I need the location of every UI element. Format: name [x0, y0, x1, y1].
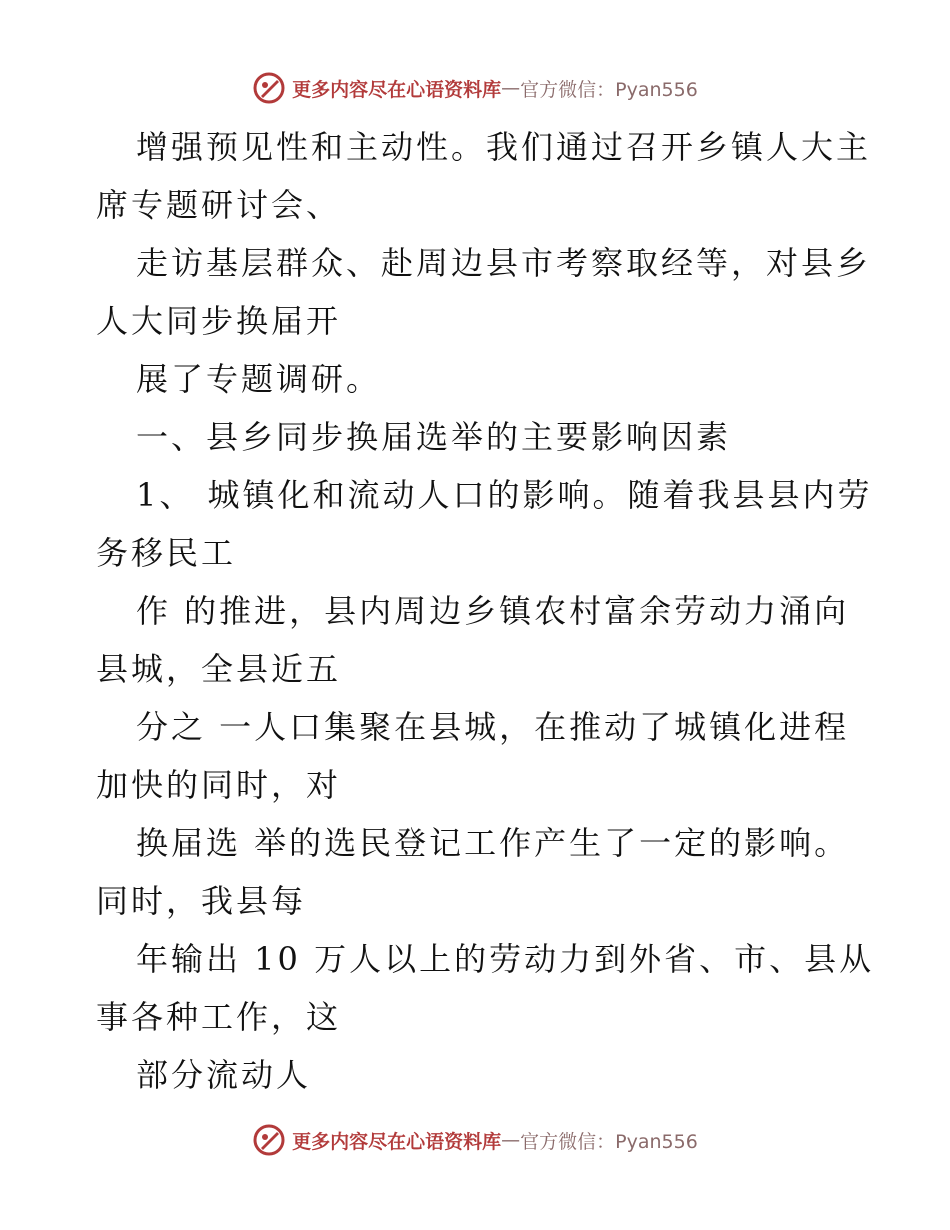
- body-line: 年输出 10 万人以上的劳动力到外省、市、县从: [136, 940, 875, 978]
- body-line: 加快的同时，对: [96, 766, 342, 804]
- footer-brand: 更多内容尽在心语资料库: [292, 1130, 502, 1153]
- body-line: 增强预见性和主动性。我们通过召开乡镇人大主: [136, 128, 872, 166]
- footer-contact: 官方微信：Pyan556: [520, 1130, 698, 1153]
- body-line: 展了专题调研。: [136, 360, 382, 398]
- body-line: 席专题研讨会、: [96, 186, 342, 224]
- header-dash: —: [501, 77, 521, 99]
- body-line: 务移民工: [96, 534, 237, 572]
- body-line: 县城，全县近五: [96, 650, 342, 688]
- quill-seal-icon: [252, 1123, 286, 1157]
- section-heading: 一、县乡同步换届选举的主要影响因素: [136, 418, 732, 456]
- document-body: [96, 118, 875, 1104]
- body-line: 走访基层群众、赴周边县市考察取经等，对县乡: [136, 244, 872, 282]
- footer-dash: —: [501, 1129, 521, 1151]
- body-line: 同时，我县每: [96, 882, 307, 920]
- body-line: 事各种工作，这: [96, 998, 342, 1036]
- body-line: 作 的推进，县内周边乡镇农村富余劳动力涌向: [136, 592, 850, 630]
- header-brand: 更多内容尽在心语资料库: [292, 78, 502, 101]
- body-line: 分之 一人口集聚在县城，在推动了城镇化进程: [136, 708, 850, 746]
- header-banner: [0, 68, 950, 108]
- body-line: 人大同步换届开: [96, 302, 342, 340]
- header-contact: 官方微信：Pyan556: [520, 78, 698, 101]
- footer-banner: [0, 1120, 950, 1160]
- body-line: 换届选 举的选民登记工作产生了一定的影响。: [136, 824, 850, 862]
- body-line: 部分流动人: [136, 1056, 312, 1094]
- body-line: 1、 城镇化和流动人口的影响。随着我县县内劳: [136, 476, 873, 514]
- quill-seal-icon: [252, 71, 286, 105]
